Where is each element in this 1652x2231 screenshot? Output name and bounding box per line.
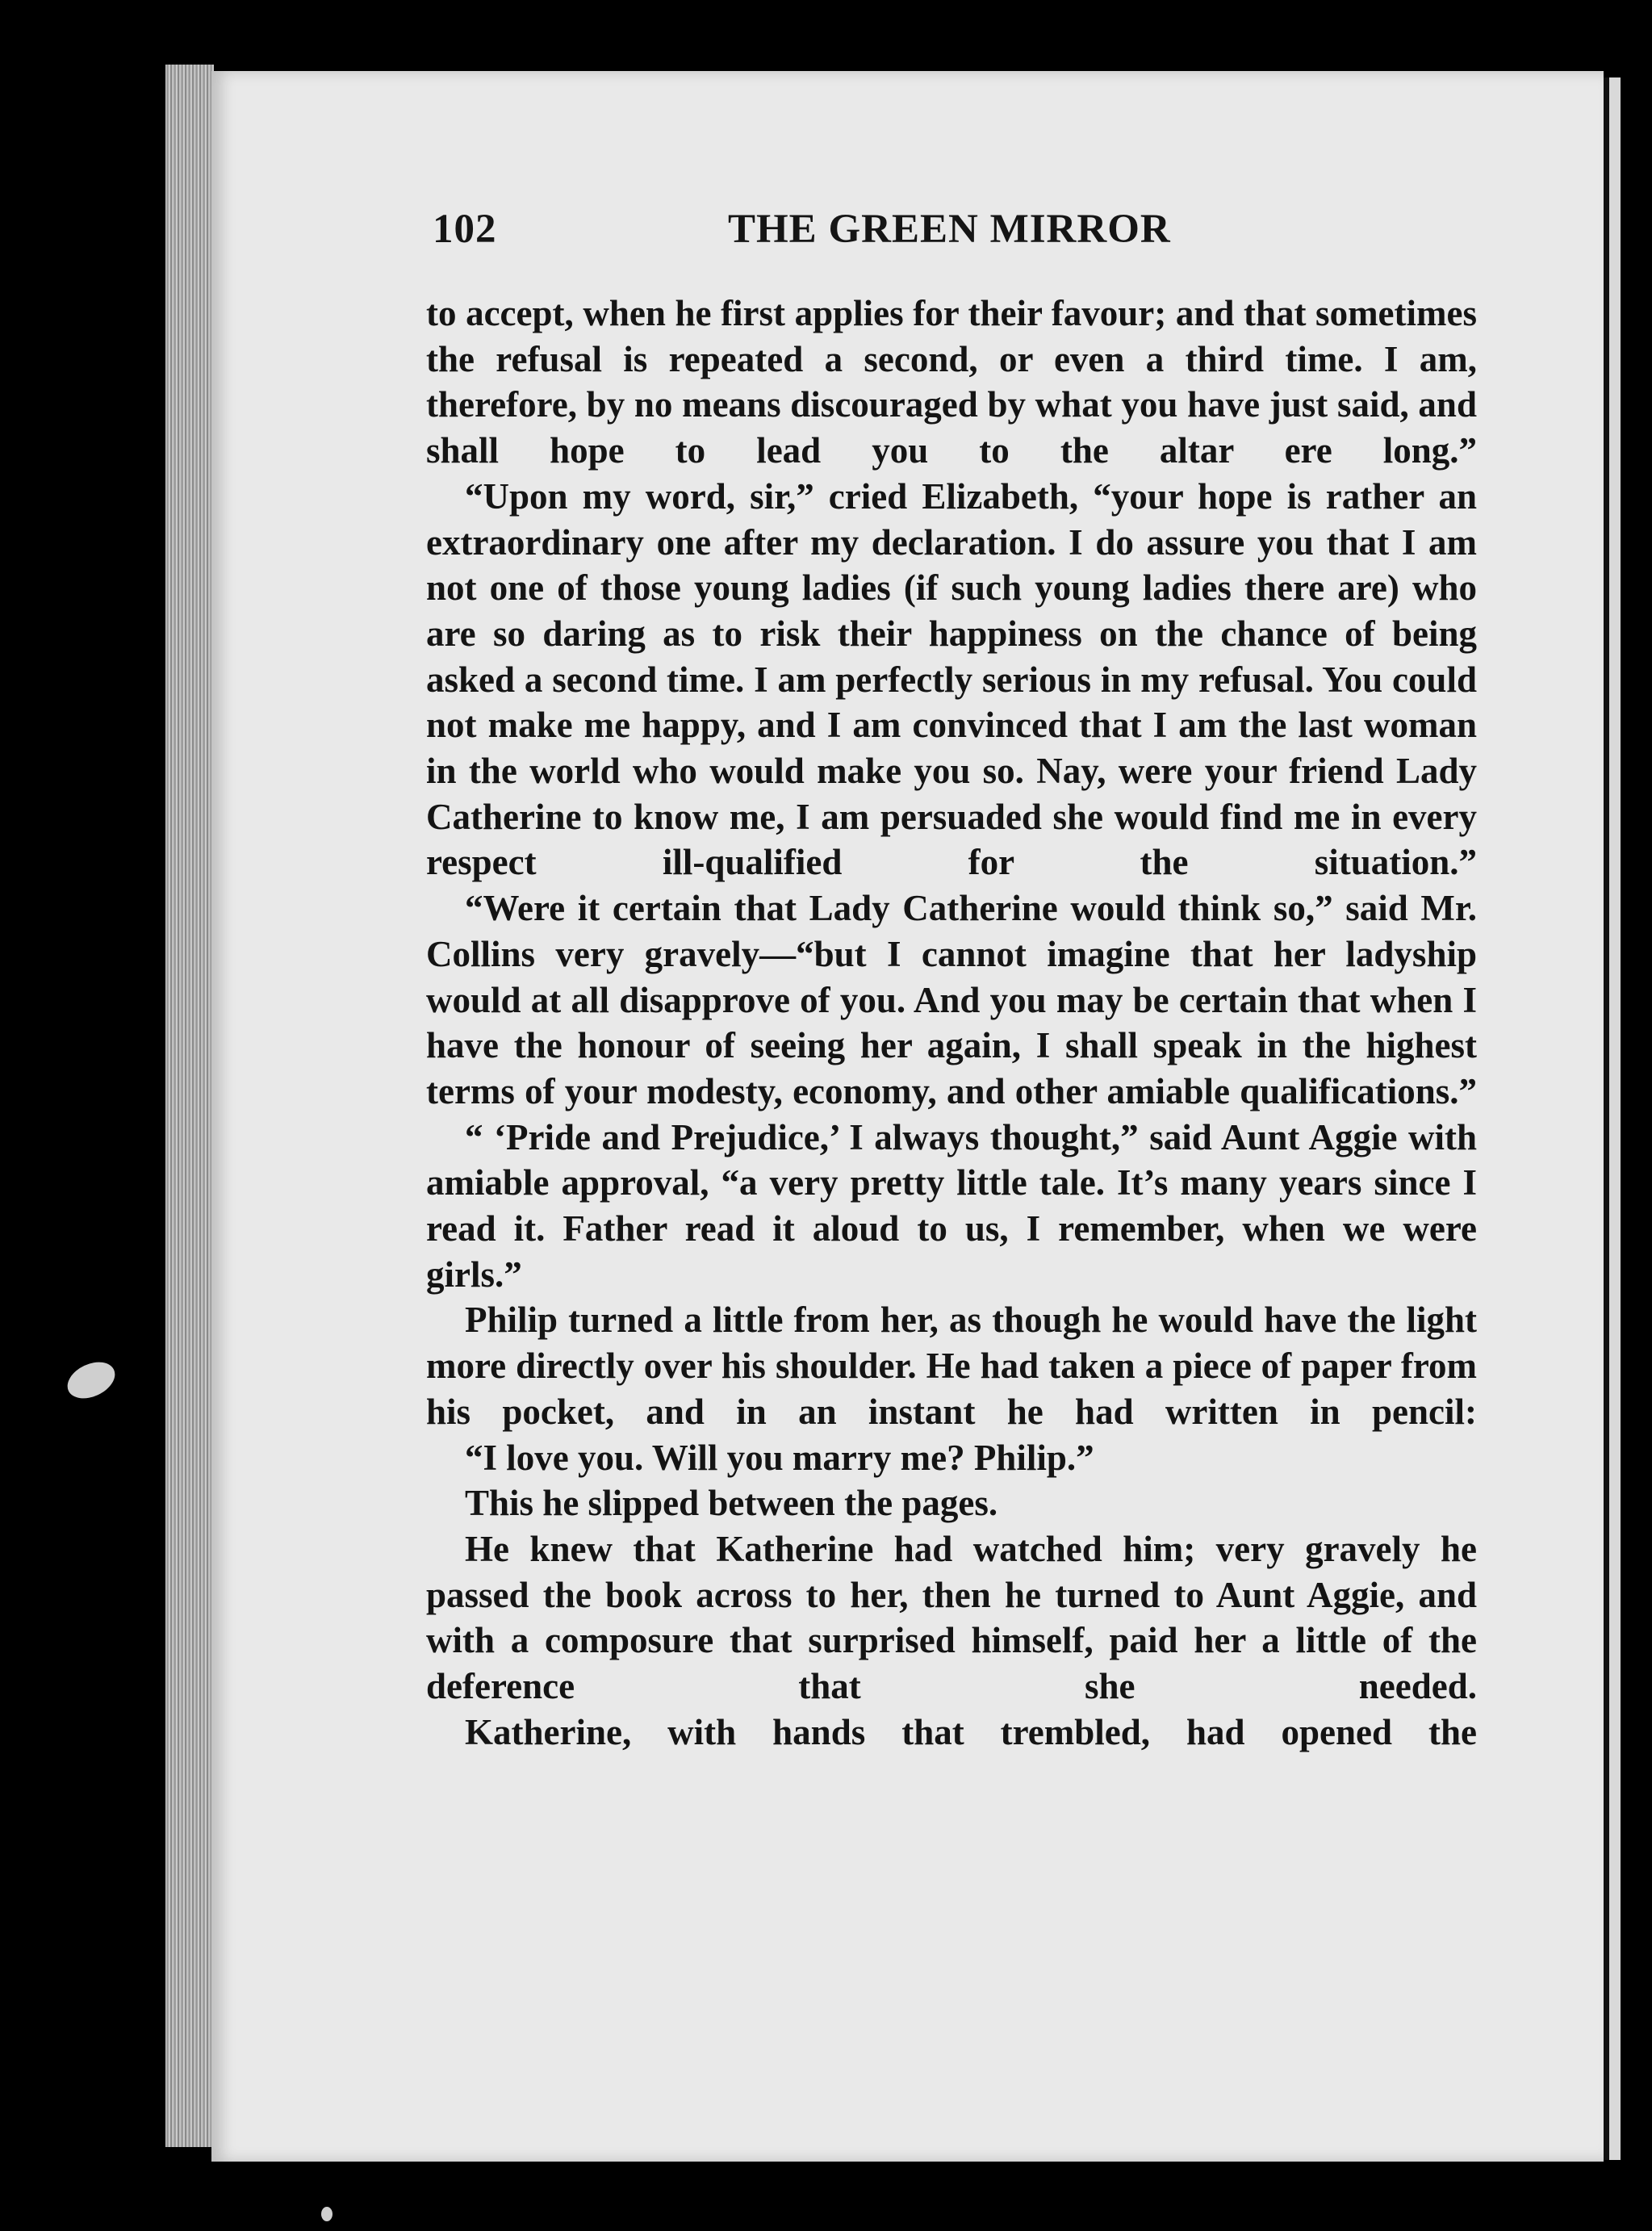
paragraph: “Were it certain that Lady Catherine would think so,” said Mr. Collins very gravely—“but I cannot imagine that her ladyship would at all disapprove of you. And you may be certain that when I have the honour of seeing her again, I shall speak in the highest terms of your modesty, economy, and other amiable qualifications.” <box>426 888 1477 1111</box>
paragraph: Katherine, with hands that trembled, had opened the <box>465 1711 1477 1752</box>
paragraph: to accept, when he first applies for their favour; and that sometimes the refusal is repeated a second, or even a third time. I am, therefore, by no means discouraged by what you have just said, and shall hope to lead you to the altar ere long.” <box>426 293 1477 471</box>
paper-speck <box>321 2207 332 2221</box>
running-title: THE GREEN MIRROR <box>728 207 1171 252</box>
running-header <box>433 206 1478 262</box>
paragraph: “Upon my word, sir,” cried Elizabeth, “your hope is rather an extraordinary one after my declaration. I do assure you that I am not one of those young ladies (if such young ladies there are) who are so daring as to risk their happiness on the chance of being asked a second time. I am perfectly serious in my refusal. You could not make me happy, and I am convinced that I am the last woman in the world who would make you so. Nay, were your friend Lady Catherine to know me, I am persuaded she would find me in every respect ill-qualified for the situation.” <box>426 475 1477 883</box>
paragraph: This he slipped between the pages. <box>465 1483 998 1524</box>
page-edges-binding <box>165 65 214 2147</box>
paragraph: “I love you. Will you marry me? Philip.” <box>465 1437 1094 1478</box>
paragraph: “ ‘Pride and Prejudice,’ I always thought,” said Aunt Aggie with amiable approval, “a very pretty little tale. It’s many years since I read it. Father read it aloud to us, I remember, when we were girls.” <box>426 1116 1477 1295</box>
paragraph: He knew that Katherine had watched him; very gravely he passed the book across to her, then he turned to Aunt Aggie, and with a composure that surprised himself, paid her a little of the deference that she needed. <box>426 1528 1477 1707</box>
page-right-rim <box>1609 77 1621 2160</box>
page-number: 102 <box>433 207 497 252</box>
body-text <box>426 291 1477 1756</box>
page-right-border <box>1604 77 1609 2160</box>
paragraph: Philip turned a little from her, as though he would have the light more directly over his shoulder. He had taken a piece of paper from his pocket, and in an instant he had written in pencil: <box>426 1300 1477 1432</box>
paper-speck <box>61 1355 120 1405</box>
